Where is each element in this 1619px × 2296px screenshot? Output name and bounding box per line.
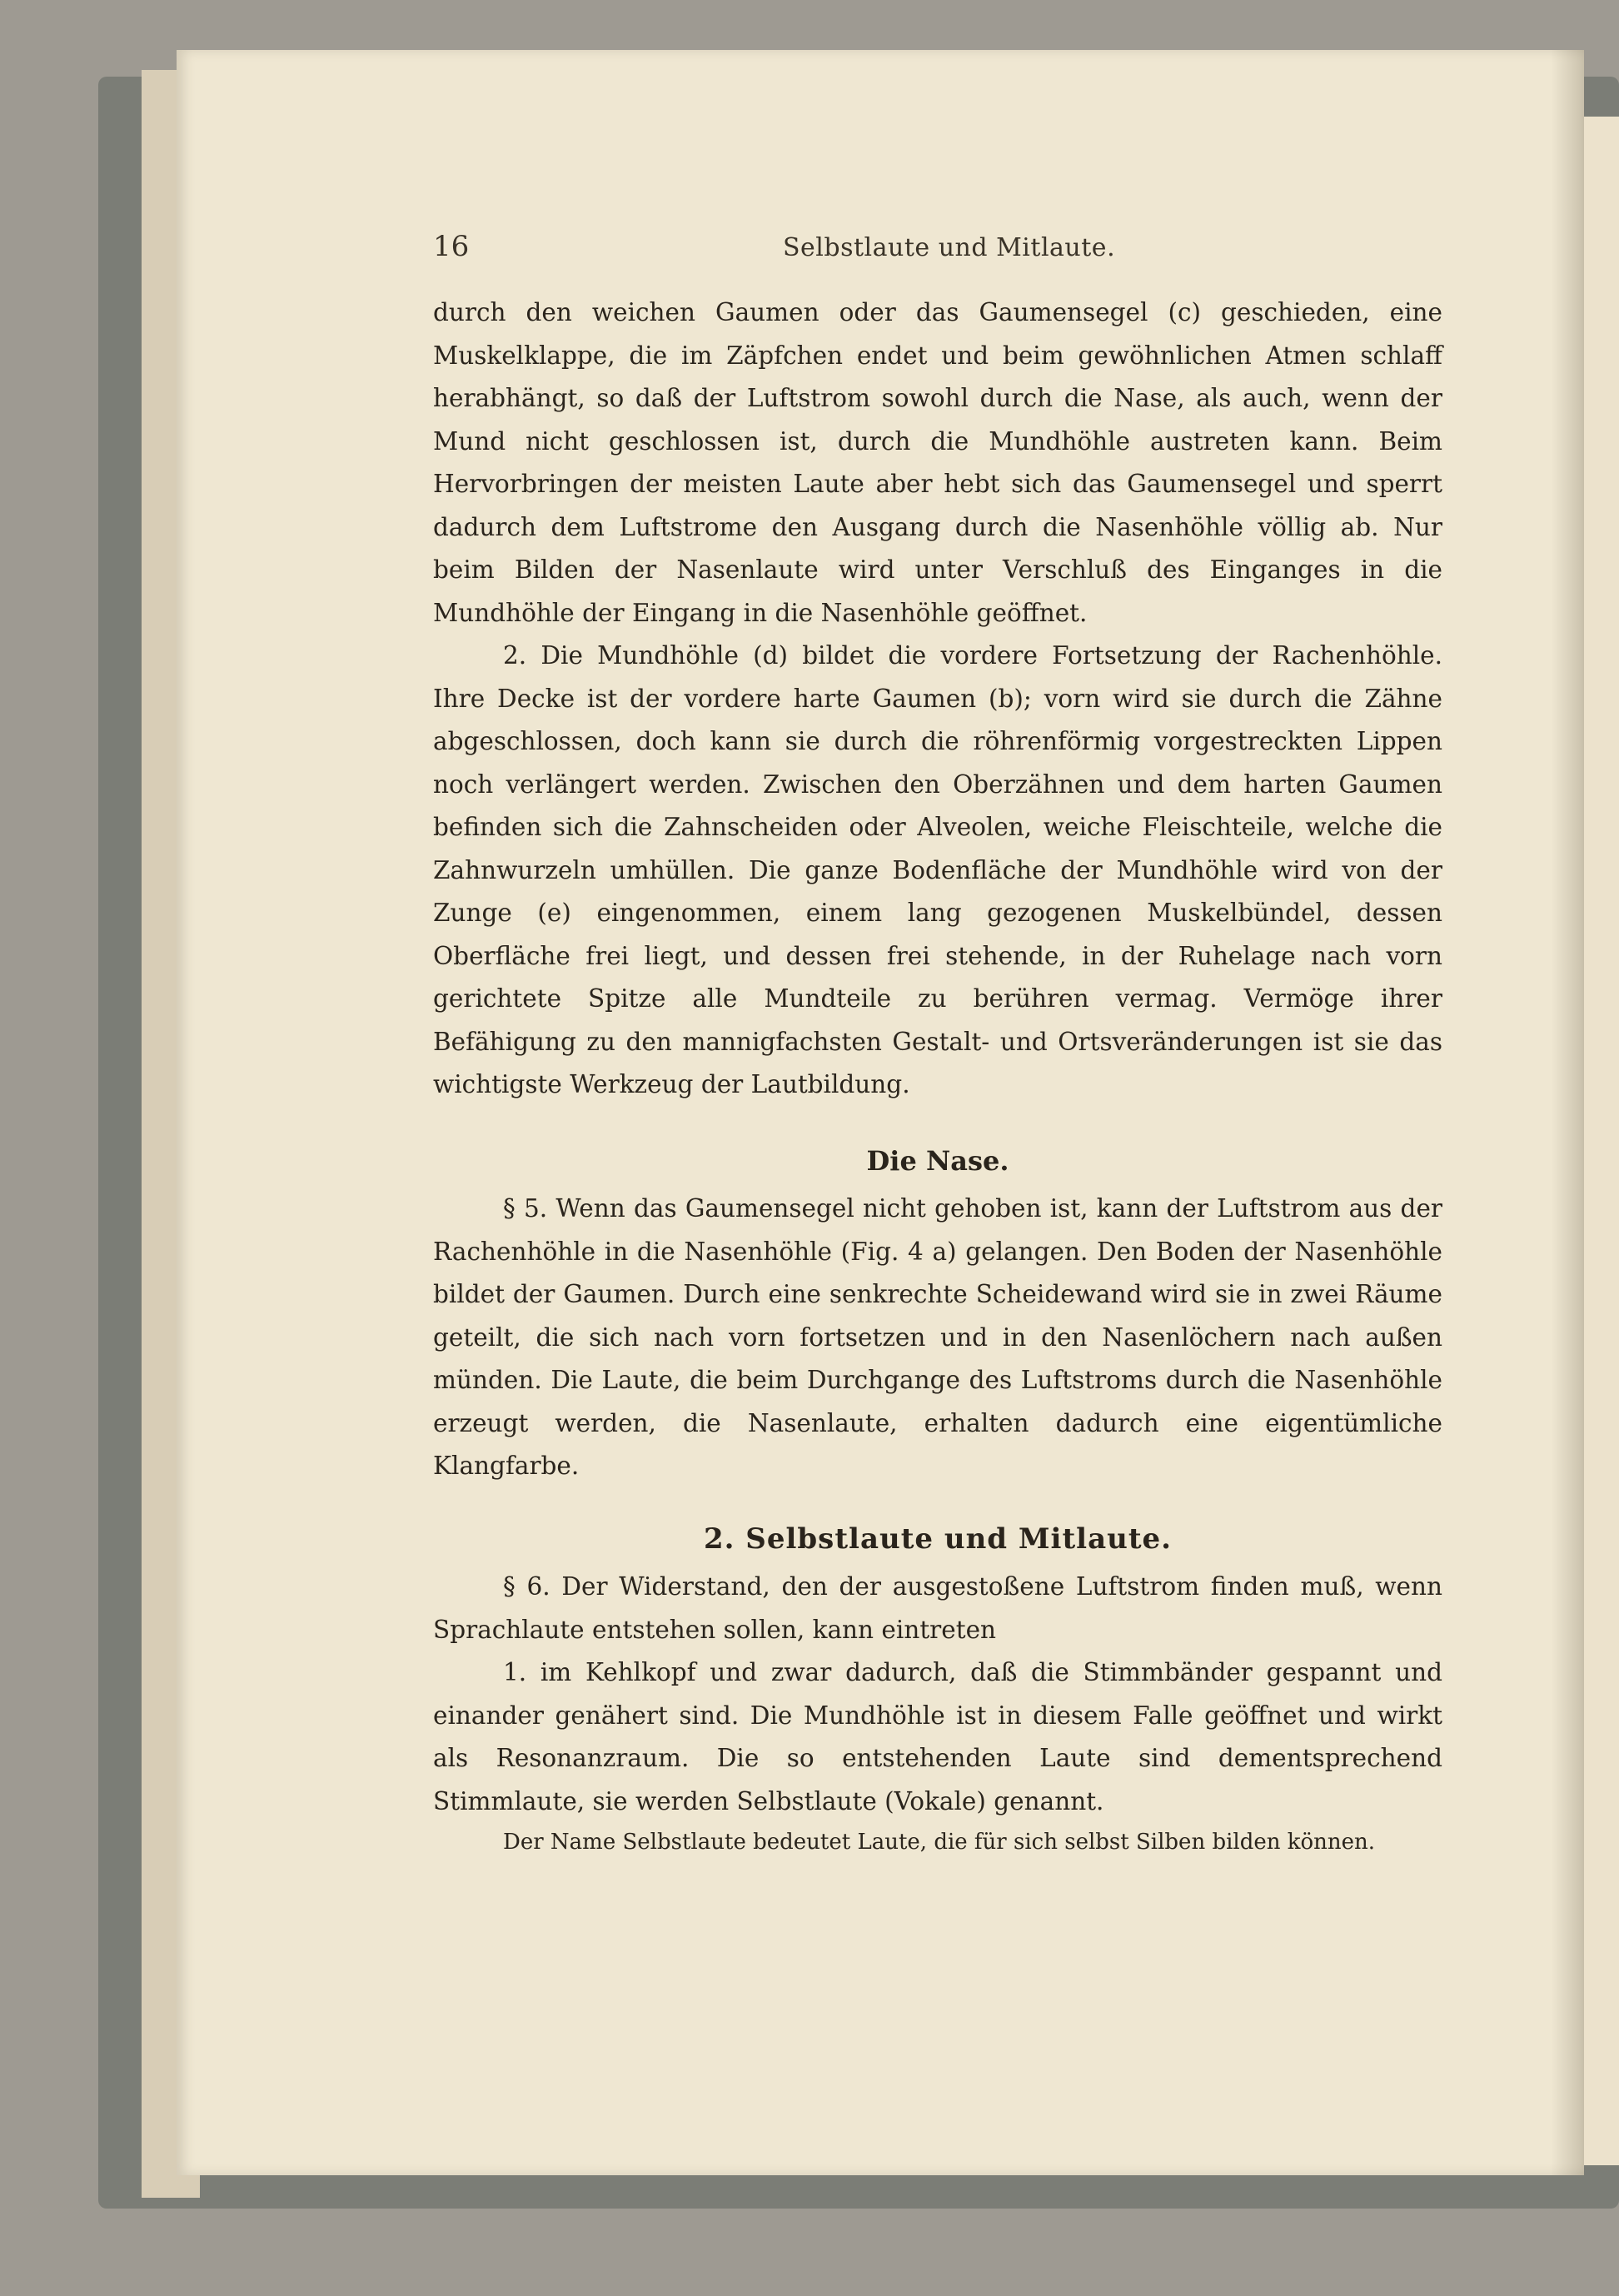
paragraph: § 6. Der Widerstand, den der ausgestoßene Luftstrom finden muß, wenn Sprachlaute entstehen sollen, kann eintreten xyxy=(433,1572,1442,1644)
running-title: Selbstlaute und Mitlaute. xyxy=(783,233,1116,262)
page-body xyxy=(433,291,1442,1861)
paragraph: durch den weichen Gaumen oder das Gaumensegel (c) geschieden, eine Muskelklappe, die im Zäpfchen endet und beim gewöhnlichen Atmen schlaff herabhängt, so daß der Luftstrom sowohl durch die Nase, als auch, wenn der Mund nicht geschlossen ist, durch die Mundhöhle austreten kann. Beim Hervorbringen der meisten Laute aber hebt sich das Gaumensegel und sperrt dadurch dem Luftstrome den Ausgang durch die Nasenhöhle völlig ab. Nur beim Bilden der Nasenlaute wird unter Verschluß des Einganges in die Mundhöhle der Eingang in die Nasenhöhle geöffnet. xyxy=(433,298,1442,627)
spine-shadow xyxy=(1551,50,1584,2175)
paragraph: 2. Die Mundhöhle (d) bildet die vordere Fortsetzung der Rachenhöhle. Ihre Decke ist der vordere harte Gaumen (b); vorn wird sie durch die Zähne abgeschlossen, doch kann sie durch die röhrenförmig vorgestreckten Lippen noch verlängert werden. Zwischen den Oberzähnen und dem harten Gaumen befinden sich die Zahnscheiden oder Alveolen, weiche Fleischteile, welche die Zahnwurzeln umhüllen. Die ganze Bodenfläche der Mundhöhle wird von der Zunge (e) eingenommen, einem lang gezogenen Muskelbündel, dessen Oberfläche frei liegt, und dessen frei stehende, in der Ruhelage nach vorn gerichtete Spitze alle Mundteile zu berühren vermag. Vermöge ihrer Befähigung zu den mannigfachsten Gestalt- und Ortsveränderungen ist sie das wichtigste Werkzeug der Lautbildung. xyxy=(433,641,1442,1098)
section-heading: Die Nase. xyxy=(866,1144,1009,1177)
paragraph: 1. im Kehlkopf und zwar dadurch, daß die Stimmbänder gespannt und einander genähert sind. Die Mundhöhle ist in diesem Falle geöffnet und wirkt als Resonanzraum. Die so entstehenden Laute sind dementsprechend Stimmlaute, sie werden Selbstlaute (Vokale) genannt. xyxy=(433,1658,1442,1815)
footnote: Der Name Selbstlaute bedeutet Laute, die für sich selbst Silben bilden können. xyxy=(503,1830,1376,1855)
paragraph: § 5. Wenn das Gaumensegel nicht gehoben ist, kann der Luftstrom aus der Rachenhöhle in die Nasenhöhle (Fig. 4 a) gelangen. Den Boden der Nasenhöhle bildet der Gaumen. Durch eine senkrechte Scheidewand wird sie in zwei Räume geteilt, die sich nach vorn fortsetzen und in den Nasenlöchern nach außen münden. Die Laute, die beim Durchgange des Luftstroms durch die Nasenhöhle erzeugt werden, die Nasenlaute, erhalten dadurch eine eigentümliche Klangfarbe. xyxy=(433,1194,1442,1480)
chapter-heading: 2. Selbstlaute und Mitlaute. xyxy=(703,1522,1173,1556)
facing-page-edge xyxy=(1579,117,1619,2165)
page-number: 16 xyxy=(433,230,470,263)
